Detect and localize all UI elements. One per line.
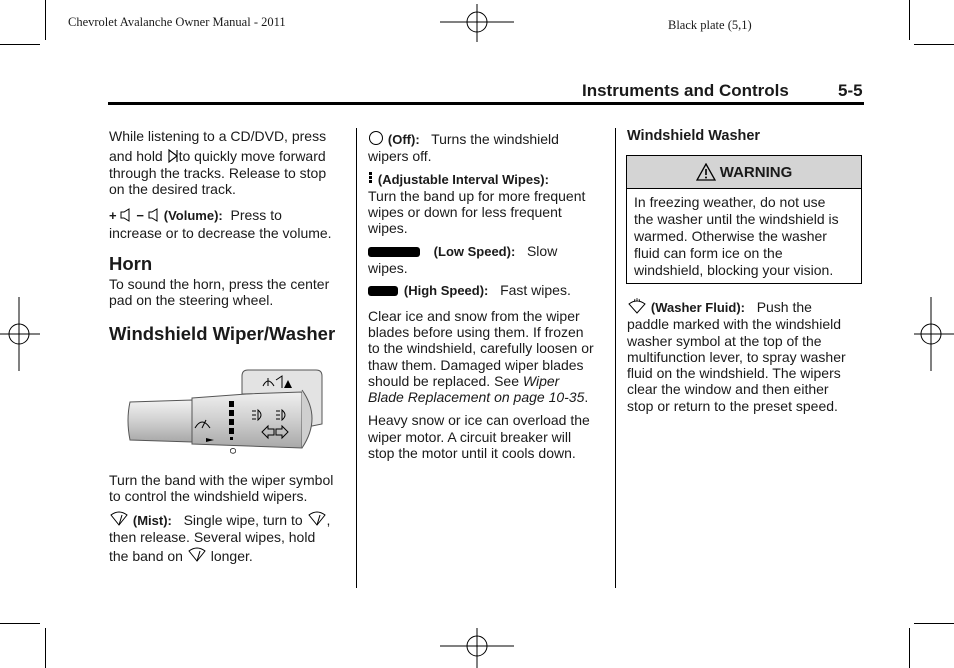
speaker-icon: [120, 208, 132, 222]
crop-mark: [0, 44, 40, 45]
off-paragraph: (Off): Turns the windshield wipers off.: [368, 131, 559, 165]
adjustable-paragraph: (Adjustable Interval Wipes): Turn the band up for more frequent wipes or down for less frequent wipes.: [368, 171, 586, 237]
washer-fluid-paragraph: (Washer Fluid): Push the paddle marked with the windshield washer symbol at the top of the multifunction lever, to spray washer fluid on the windshield. The wipers clear the window and then either stop or return to the preset speed.: [627, 299, 846, 414]
wiper-mist-icon: [187, 547, 207, 563]
warning-header: WARNING: [627, 156, 861, 189]
interval-wipe-icon: [368, 172, 374, 186]
heavy-snow-paragraph: Heavy snow or ice can overload the wiper motor. A circuit breaker will stop the motor until it cools down.: [368, 412, 590, 462]
column-1-lower: [109, 472, 349, 564]
seek-forward-icon: [167, 149, 179, 163]
washer-fluid-icon: [627, 298, 647, 314]
blade-reference-link[interactable]: Blade Replacement on page 10-35: [368, 389, 585, 406]
speaker-icon: [148, 208, 160, 222]
wiper-mist-icon: [109, 511, 129, 527]
page-number: 5-5: [838, 81, 863, 100]
section-title: Instruments and Controls: [582, 81, 789, 100]
crop-mark: [909, 0, 910, 40]
column-2: [368, 130, 608, 461]
low-speed-icon: [368, 246, 422, 258]
washer-heading: Windshield Washer: [627, 128, 761, 144]
volume-paragraph: + − (Volume): Press to increase or to decrease the volume.: [109, 207, 332, 242]
high-speed-paragraph: (High Speed): Fast wipes.: [368, 282, 608, 299]
crop-mark: [914, 623, 954, 624]
plate-label: Black plate (5,1): [668, 18, 752, 32]
off-circle-icon: [368, 130, 384, 146]
registration-mark-bottom: [440, 628, 514, 668]
low-speed-paragraph: (Low Speed): Slow wipes.: [368, 242, 558, 277]
crop-mark: [914, 44, 954, 45]
crop-mark: [0, 623, 40, 624]
blade-reference-link[interactable]: Wiper: [522, 372, 560, 389]
wiper-mist-icon: [307, 511, 327, 527]
column-divider: [615, 128, 616, 588]
horn-paragraph: To sound the horn, press the center pad on the steering wheel.: [109, 276, 330, 309]
horn-heading: Horn: [109, 252, 153, 274]
crop-mark: [45, 628, 46, 668]
mist-paragraph: (Mist): Single wipe, turn to , then release. Several wipes, hold the band on longer.: [109, 511, 331, 565]
manual-title: Chevrolet Avalanche Owner Manual - 2011: [68, 15, 286, 29]
warning-text: In freezing weather, do not use the washer until the windshield is warmed. Otherwise the washer fluid can form ice on the windshield, blocking your vision.: [634, 194, 839, 278]
crop-mark: [909, 628, 910, 668]
crop-mark: [45, 0, 46, 40]
warning-triangle-icon: [696, 163, 716, 181]
wiper-heading: Windshield Wiper/Washer: [109, 322, 336, 344]
header-rule: [108, 102, 864, 105]
registration-mark-right: [914, 297, 954, 371]
registration-mark-left: [0, 297, 40, 371]
high-speed-icon: [368, 285, 400, 297]
registration-mark-top: [440, 4, 514, 42]
cd-paragraph: While listening to a CD/DVD, press and hold to quickly move forward through the tracks. Release to stop on the desired track.: [109, 128, 327, 197]
svg-text:O: O: [229, 447, 238, 454]
turn-band-paragraph: Turn the band with the wiper symbol to control the windshield wipers.: [109, 472, 334, 505]
warning-box: [626, 155, 862, 284]
clear-ice-paragraph: Clear ice and snow from the wiper blades before using them. If frozen to the windshield, carefully loosen or thaw them. Damaged wiper blades should be replaced. See Wiper Blade Replacement on page 10-35.: [368, 307, 594, 406]
column-1: [109, 128, 349, 342]
column-divider: [356, 128, 357, 588]
wiper-lever-illustration: [122, 368, 327, 458]
